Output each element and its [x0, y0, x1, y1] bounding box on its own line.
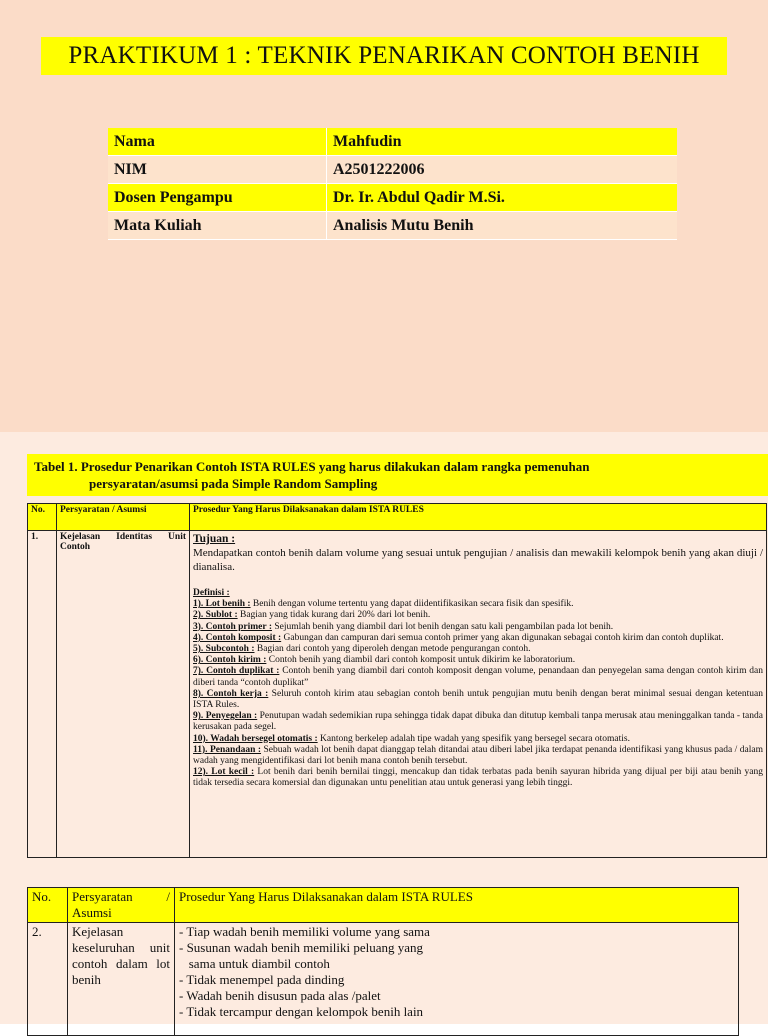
definition-text: Sejumlah benih yang diambil dari lot benih dengan satu kali pengambilan pada lot benih. — [271, 621, 614, 632]
procedure-item: - Tiap wadah benih memiliki volume yang sama — [179, 924, 430, 939]
procedure-item: - Wadah benih disusun pada alas /palet — [179, 988, 381, 1003]
slide-1 — [0, 0, 768, 432]
student-info-table — [108, 128, 677, 240]
definition-text: Bagian yang tidak kurang dari 20% dari lot benih. — [237, 610, 431, 621]
procedure-item: - Tidak tercampur dengan kelompok benih lain — [179, 1004, 424, 1019]
tujuan-text: Mendapatkan contoh benih dalam volume yang sesuai untuk pengujian / analisis dan mewakili kelompok benih yang akan diuji / dianalisa. — [193, 547, 763, 573]
table-header-row — [28, 504, 767, 531]
row-no: 1. — [28, 531, 57, 858]
table-caption — [27, 454, 768, 496]
procedure-table-2 — [27, 887, 739, 1036]
caption-line-1: Tabel 1. Prosedur Penarikan Contoh ISTA RULES yang harus dilakukan dalam rangka pemenuhan — [34, 459, 590, 474]
caption-line-2: persyaratan/asumsi pada Simple Random Sampling — [89, 476, 378, 491]
info-label: NIM — [108, 156, 327, 184]
header-procedure: Prosedur Yang Harus Dilaksanakan dalam ISTA RULES — [175, 888, 739, 923]
tujuan-label: Tujuan : — [193, 533, 236, 545]
definition-term: 12). Lot kecil : — [193, 767, 255, 778]
definition-term: 6). Contoh kirim : — [193, 655, 267, 666]
header-requirement: Persyaratan / Asumsi — [57, 504, 190, 531]
definition-term: 1). Lot benih : — [193, 599, 251, 610]
definition-text: Benih dengan volume tertentu yang dapat diidentifikasikan secara fisik dan spesifik. — [250, 599, 574, 610]
procedure-item: - Susunan wadah benih memiliki peluang yang — [179, 940, 424, 955]
definisi-label: Definisi : — [193, 588, 230, 598]
definition-term: 8). Contoh kerja : — [193, 688, 269, 699]
procedure-table-1 — [27, 503, 767, 858]
row-procedure — [175, 923, 739, 1036]
definition-term: 11). Penandaan : — [193, 744, 262, 755]
definition-term: 3). Contoh primer : — [193, 621, 272, 632]
header-procedure: Prosedur Yang Harus Dilaksanakan dalam ISTA RULES — [190, 504, 767, 531]
definition-term: 7). Contoh duplikat : — [193, 666, 280, 677]
definition-item — [193, 622, 763, 633]
header-no: No. — [28, 504, 57, 531]
definition-item — [193, 644, 763, 655]
info-value: Analisis Mutu Benih — [327, 212, 678, 240]
definition-item — [193, 655, 763, 666]
definition-item — [193, 767, 763, 789]
info-label: Dosen Pengampu — [108, 184, 327, 212]
header-no: No. — [28, 888, 68, 923]
definition-text: Bagian dari contoh yang diperoleh dengan metode pengurangan contoh. — [254, 644, 531, 655]
definition-text: Penutupan wadah sedemikian rupa sehingga tidak dapat dibuka dan ditutup kembali tanpa merusak atau meninggalkan tanda - tanda kerusakan pada segel. — [193, 711, 763, 733]
page-title: PRAKTIKUM 1 : TEKNIK PENARIKAN CONTOH BENIH — [41, 37, 727, 75]
row-procedure — [190, 531, 767, 858]
definition-term: 2). Sublot : — [193, 610, 238, 621]
info-label: Mata Kuliah — [108, 212, 327, 240]
definition-text: Kantong berkelep adalah tipe wadah yang spesifik yang bersegel secara otomatis. — [317, 733, 630, 744]
definition-text: Seluruh contoh kirim atau sebagian contoh benih untuk pengujian mutu benih dengan berat minimal sesuai dengan ketentuan ISTA Rules. — [193, 688, 763, 711]
row-no: 2. — [28, 923, 68, 1036]
row-requirement: Kejelasan keseluruhan unit contoh dalam lot benih — [68, 923, 175, 1036]
definition-item — [193, 610, 763, 621]
definition-text: Sebuah wadah lot benih dapat dianggap telah ditandai atau diberi label jika terdapat penanda identifikasi yang khusus pada / dalam wadah yang mengidentifikasi dari lot benih mana contoh benih tersebut. — [193, 744, 763, 767]
definition-item — [193, 711, 763, 733]
row-requirement: Kejelasan Identitas Unit Contoh — [57, 531, 190, 858]
info-value: Mahfudin — [327, 128, 678, 156]
definition-item — [193, 633, 763, 644]
info-label: Nama — [108, 128, 327, 156]
definition-item — [193, 666, 763, 688]
table-header-row — [28, 888, 739, 923]
definition-text: Lot benih dari benih bernilai tinggi, mencakup dan tidak terbatas pada benih sayuran hibrida yang dijual per biji atau benih yang tidak tersedia secara komersial dan digunakan untu penelitian atau untuk generasi yang lebih tinggi. — [193, 767, 763, 789]
header-requirement: Persyaratan / Asumsi — [68, 888, 175, 923]
definition-text: Contoh benih yang diambil dari contoh komposit untuk dikirim ke laboratorium. — [266, 655, 576, 666]
info-row — [108, 156, 677, 184]
definition-term: 9). Penyegelan : — [193, 711, 258, 722]
info-row — [108, 184, 677, 212]
procedure-item: sama untuk diambil contoh — [179, 956, 330, 971]
definition-term: 5). Subcontoh : — [193, 644, 255, 655]
info-value: A2501222006 — [327, 156, 678, 184]
definition-item — [193, 689, 763, 711]
definition-item — [193, 745, 763, 767]
info-row — [108, 128, 677, 156]
info-row — [108, 212, 677, 240]
definition-text: Gabungan dan campuran dari semua contoh primer yang akan digunakan sebagai contoh kirim dan contoh duplikat. — [281, 632, 724, 643]
definition-term: 4). Contoh komposit : — [193, 632, 282, 643]
definition-item — [193, 734, 763, 745]
definition-text: Contoh benih yang diambil dari contoh komposit dengan volume, penandaan dan penyegelan sama dengan contoh kirim dan diberi tanda “contoh duplikat” — [193, 666, 763, 688]
table-row — [28, 923, 739, 1036]
definition-item — [193, 599, 763, 610]
definition-term: 10). Wadah bersegel otomatis : — [193, 733, 318, 744]
procedure-item: - Tidak menempel pada dinding — [179, 972, 345, 987]
info-value: Dr. Ir. Abdul Qadir M.Si. — [327, 184, 678, 212]
table-row — [28, 531, 767, 858]
